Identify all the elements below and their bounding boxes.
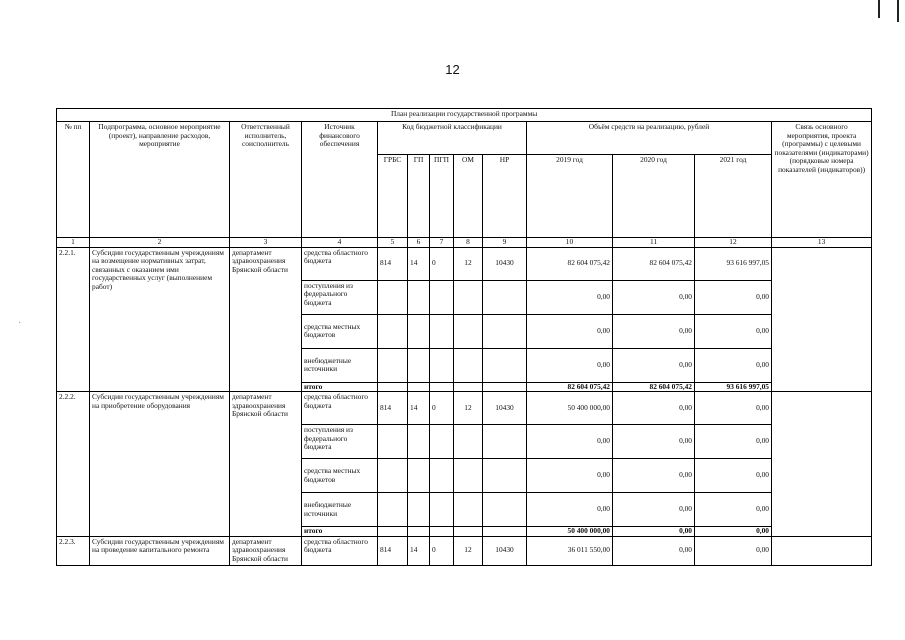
header-2020: 2020 год: [613, 155, 695, 238]
code-grbs: 814: [378, 247, 408, 280]
funding-source-total: итого: [302, 527, 378, 537]
amount-2021: 0,00: [695, 536, 772, 565]
column-number: 7: [430, 238, 454, 248]
scan-edge-mark: [878, 0, 880, 18]
total-2021: 93 616 997,05: [695, 382, 772, 392]
funding-source: внебюджетные источники: [302, 348, 378, 382]
amount-2019: 0,00: [527, 348, 613, 382]
page-number: 12: [445, 62, 460, 77]
header-executor: Ответственный исполнитель, соисполнитель: [230, 122, 302, 238]
row-number: 2.2.2.: [57, 392, 90, 537]
funding-source: поступления из федерального бюджета: [302, 425, 378, 459]
funding-source: средства местных бюджетов: [302, 314, 378, 348]
amount-2021: 93 616 997,05: [695, 247, 772, 280]
total-2021: 0,00: [695, 527, 772, 537]
header-num: № пп: [57, 122, 90, 238]
column-number: 8: [454, 238, 483, 248]
amount-2019: 36 011 550,00: [527, 536, 613, 565]
column-number: 10: [527, 238, 613, 248]
funding-source: средства областного бюджета: [302, 247, 378, 280]
funding-source: средства областного бюджета: [302, 536, 378, 565]
activity-name: Субсидии государственным учреждениям на проведение капитального ремонта: [90, 536, 230, 565]
code-om: 12: [454, 247, 483, 280]
scan-edge-mark: [897, 0, 899, 22]
row-number: 2.2.3.: [57, 536, 90, 565]
header-indicator-link: Связь основного мероприятия, проекта (программы) с целевыми показателями (индикаторами) (порядковые номера показателей (индикаторов)): [772, 122, 872, 238]
amount-2019: 0,00: [527, 314, 613, 348]
executor: департамент здравоохранения Брянской области: [230, 392, 302, 537]
code-gp: 14: [408, 392, 430, 425]
header-om: ОМ: [454, 155, 483, 238]
funding-source-total: итого: [302, 382, 378, 392]
margin-dot: ·: [18, 318, 22, 329]
amount-2021: 0,00: [695, 348, 772, 382]
column-number: 4: [302, 238, 378, 248]
column-number: 11: [613, 238, 695, 248]
indicator-link: [772, 536, 872, 565]
amount-2021: 0,00: [695, 280, 772, 314]
executor: департамент здравоохранения Брянской области: [230, 536, 302, 565]
executor: департамент здравоохранения Брянской области: [230, 247, 302, 392]
column-number: 5: [378, 238, 408, 248]
code-pgp: 0: [430, 247, 454, 280]
column-number: 12: [695, 238, 772, 248]
funding-source: средства местных бюджетов: [302, 459, 378, 493]
column-number: 9: [483, 238, 527, 248]
activity-name: Субсидии государственным учреждениям на приобретение оборудования: [90, 392, 230, 537]
amount-2020: 0,00: [613, 459, 695, 493]
amount-2020: 0,00: [613, 392, 695, 425]
column-number: 1: [57, 238, 90, 248]
total-2019: 82 604 075,42: [527, 382, 613, 392]
amount-2020: 0,00: [613, 536, 695, 565]
table-row: [57, 536, 872, 565]
activity-name: Субсидии государственным учреждениям на возмещение нормативных затрат, связанных с оказанием ими государственных услуг (выполнением работ): [90, 247, 230, 392]
header-gp: ГП: [408, 155, 430, 238]
header-subprogram: Подпрограмма, основное мероприятие (проект), направление расходов, мероприятие: [90, 122, 230, 238]
indicator-link: [772, 247, 872, 392]
program-plan-table: [56, 108, 872, 566]
amount-2019: 0,00: [527, 459, 613, 493]
header-source: Источник финансового обеспечения: [302, 122, 378, 238]
header-grbs: ГРБС: [378, 155, 408, 238]
column-number: 13: [772, 238, 872, 248]
column-number: 2: [90, 238, 230, 248]
amount-2019: 0,00: [527, 493, 613, 527]
amount-2021: 0,00: [695, 459, 772, 493]
amount-2020: 0,00: [613, 348, 695, 382]
amount-2020: 0,00: [613, 280, 695, 314]
code-nr: 10430: [483, 392, 527, 425]
indicator-link: [772, 392, 872, 537]
table-row: [57, 392, 872, 425]
amount-2021: 0,00: [695, 314, 772, 348]
amount-2020: 0,00: [613, 314, 695, 348]
amount-2019: 0,00: [527, 425, 613, 459]
header-nr: НР: [483, 155, 527, 238]
total-2020: 82 604 075,42: [613, 382, 695, 392]
table-caption: План реализации государственной программы: [57, 109, 872, 122]
amount-2020: 0,00: [613, 493, 695, 527]
table-row: [57, 247, 872, 280]
code-gp: 14: [408, 247, 430, 280]
amount-2021: 0,00: [695, 425, 772, 459]
code-grbs: 814: [378, 536, 408, 565]
column-number: 6: [408, 238, 430, 248]
code-grbs: 814: [378, 392, 408, 425]
total-2019: 50 400 000,00: [527, 527, 613, 537]
row-number: 2.2.1.: [57, 247, 90, 392]
amount-2019: 0,00: [527, 280, 613, 314]
code-nr: 10430: [483, 536, 527, 565]
code-pgp: 0: [430, 392, 454, 425]
amount-2021: 0,00: [695, 392, 772, 425]
funding-source: средства областного бюджета: [302, 392, 378, 425]
code-om: 12: [454, 536, 483, 565]
header-budget-code: Код бюджетной классификации: [378, 122, 527, 155]
amount-2019: 82 604 075,42: [527, 247, 613, 280]
amount-2020: 0,00: [613, 425, 695, 459]
total-2020: 0,00: [613, 527, 695, 537]
amount-2019: 50 400 000,00: [527, 392, 613, 425]
funding-source: внебюджетные источники: [302, 493, 378, 527]
code-pgp: 0: [430, 536, 454, 565]
amount-2020: 82 604 075,42: [613, 247, 695, 280]
column-number: 3: [230, 238, 302, 248]
funding-source: поступления из федерального бюджета: [302, 280, 378, 314]
code-gp: 14: [408, 536, 430, 565]
header-2021: 2021 год: [695, 155, 772, 238]
header-2019: 2019 год: [527, 155, 613, 238]
code-nr: 10430: [483, 247, 527, 280]
header-volume: Объём средств на реализацию, рублей: [527, 122, 772, 155]
amount-2021: 0,00: [695, 493, 772, 527]
header-pgp: ПГП: [430, 155, 454, 238]
code-om: 12: [454, 392, 483, 425]
